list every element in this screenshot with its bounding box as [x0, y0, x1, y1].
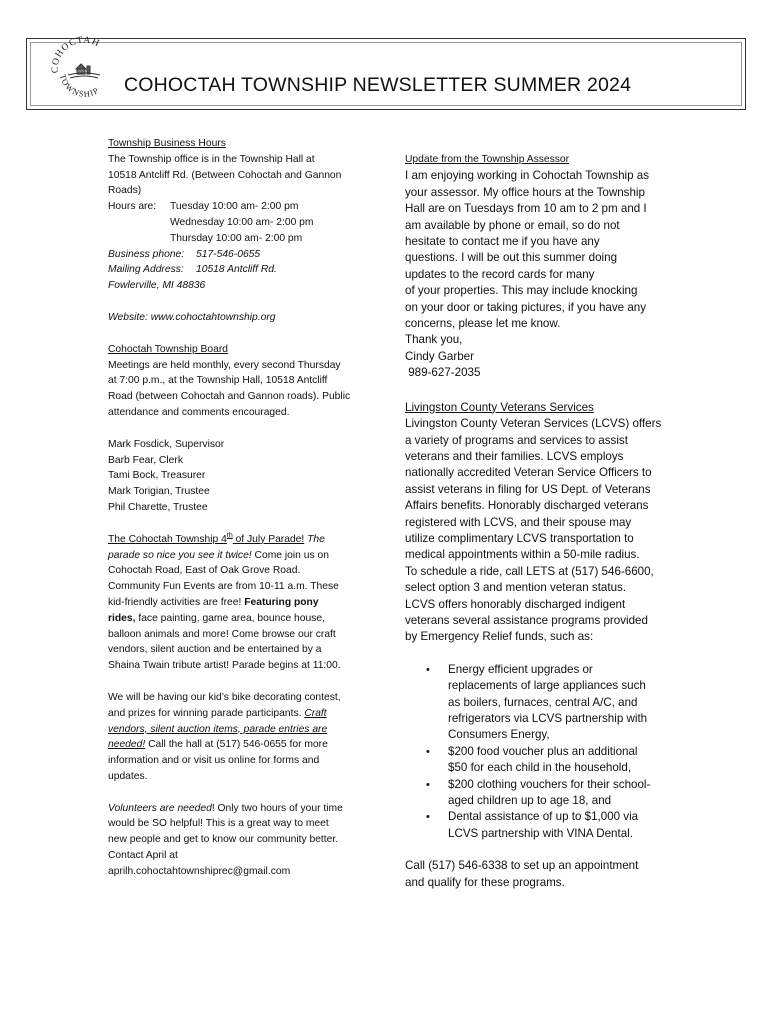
volunteers-heading: Volunteers are needed	[108, 802, 212, 814]
assessor-line: I am enjoying working in Cohoctah Township as	[405, 169, 650, 183]
list-item-line: aged children up to age 18, and	[448, 794, 612, 808]
veterans-line: LCVS offers honorably discharged indigent	[405, 597, 626, 611]
assessor-line: am available by phone or email, so do not	[405, 218, 620, 232]
veterans-line: by Emergency Relief funds, such as:	[405, 630, 594, 644]
bike-line: We will be having our kid’s bike decorating contest,	[108, 691, 341, 703]
township-logo	[50, 35, 118, 103]
business-phone-label: Business phone:	[108, 248, 185, 260]
list-item-line: Consumers Energy,	[448, 728, 550, 742]
bike-line: information and or visit us online for forms and	[108, 755, 320, 767]
veterans-line: utilize complimentary LCVS transportation to	[405, 531, 634, 545]
parade-line	[108, 611, 366, 627]
bike-text: Call the hall at (517) 546-0655 for more	[145, 739, 328, 751]
list-item	[405, 662, 667, 744]
bike-contest-section	[108, 690, 366, 785]
parade-heading-sup: th	[226, 532, 233, 540]
board-member: Mark Fosdick, Supervisor	[108, 438, 225, 450]
board-section	[108, 342, 366, 516]
vendors-needed-text: needed!	[108, 739, 146, 751]
office-location-line: Roads)	[108, 185, 142, 197]
list-item-line: Dental assistance of up to $1,000 via	[448, 810, 639, 824]
farm-icon	[68, 64, 100, 78]
list-item-line: Energy efficient upgrades or	[448, 662, 593, 676]
parade-text: Come join us on	[251, 549, 329, 561]
board-heading: Cohoctah Township Board	[108, 343, 229, 355]
list-item-line: replacements of large appliances such	[448, 679, 646, 693]
list-item	[405, 744, 667, 777]
hours-entry: Tuesday 10:00 am- 2:00 pm	[170, 201, 299, 213]
bike-text: and prizes for winning parade participants.	[108, 707, 305, 719]
parade-line	[108, 548, 366, 564]
mailing-city: Fowlerville, MI 48836	[108, 280, 206, 292]
assessor-line: Thank you,	[405, 333, 463, 347]
parade-line: Community Fun Events are from 10-11 a.m. These	[108, 581, 339, 593]
board-text-line: Meetings are held monthly, every second Thursday	[108, 359, 341, 371]
bike-line	[108, 737, 366, 753]
assessor-line: updates to the record cards for many	[405, 267, 595, 281]
mailing-address-row	[108, 262, 366, 278]
assessor-heading: Update from the Township Assessor	[405, 154, 570, 165]
mailing-address: 10518 Antcliff Rd.	[196, 264, 277, 276]
contact-email: aprilh.cohoctahtownshiprec@gmail.com	[108, 865, 291, 877]
veterans-line: a variety of programs and services to assist	[405, 433, 628, 447]
assessor-phone: 989-627-2035	[405, 366, 481, 380]
mailing-address-label: Mailing Address:	[108, 264, 184, 276]
assessor-line: your assessor. My office hours at the Township	[405, 185, 645, 199]
board-member: Phil Charette, Trustee	[108, 501, 208, 513]
parade-heading: The Cohoctah Township 4	[108, 533, 227, 545]
business-phone-row	[108, 247, 366, 263]
left-column	[108, 136, 366, 880]
veterans-line: registered with LCVS, and their spouse may	[405, 515, 632, 529]
hours-row	[108, 199, 366, 215]
assistance-list	[405, 662, 667, 842]
bike-line: updates.	[108, 770, 148, 782]
parade-highlight: Featuring pony	[244, 596, 319, 608]
parade-line	[108, 595, 366, 611]
parade-section	[108, 532, 366, 674]
veterans-line: medical appointments within a 50-mile radius.	[405, 548, 640, 562]
bullet-icon: •	[426, 745, 430, 758]
veterans-line: Livingston County Veteran Services (LCVS) offers	[405, 417, 662, 431]
veterans-section	[405, 400, 667, 891]
list-item-line: refrigerators via LCVS partnership with	[448, 712, 648, 725]
closing-line: Call (517) 546-6338 to set up an appointment	[405, 859, 639, 873]
office-location-line: 10518 Antcliff Rd. (Between Cohoctah and Gannon	[108, 169, 342, 181]
list-item-line: $200 clothing vouchers for their school-	[448, 777, 651, 791]
board-member: Barb Fear, Clerk	[108, 454, 183, 466]
list-item	[405, 809, 667, 842]
office-location-line: The Township office is in the Township Hall at	[108, 153, 315, 165]
parade-tagline: The	[304, 533, 325, 545]
volunteers-line: new people and get to know our community better.	[108, 834, 339, 846]
hours-label: Hours are:	[108, 201, 157, 213]
board-text-line: Road (between Cohoctah and Gannon roads). Public	[108, 391, 351, 403]
volunteers-line: Contact April at	[108, 850, 178, 862]
board-member: Tami Bock, Treasurer	[108, 470, 206, 482]
assessor-section	[405, 152, 667, 382]
list-item-line: $200 food voucher plus an additional	[448, 744, 638, 758]
business-hours-section	[108, 136, 366, 326]
volunteers-text: ! Only two hours of your time	[211, 802, 343, 814]
list-item	[405, 777, 667, 810]
bike-line	[108, 706, 366, 722]
parade-heading-end: of July Parade!	[232, 533, 305, 545]
logo-text-top: COHOCTAH	[50, 35, 102, 74]
vendors-needed-text: vendors, silent auction items, parade entries are	[108, 723, 328, 735]
veterans-line: assist veterans in filing for US Dept. of Veterans	[405, 482, 651, 496]
newsletter-title: COHOCTAH TOWNSHIP NEWSLETTER SUMMER 2024	[124, 74, 632, 96]
list-item-line: $50 for each child in the household,	[448, 761, 632, 775]
assessor-line: on your door or taking pictures, if you have any	[405, 300, 647, 314]
bullet-icon: •	[426, 663, 430, 676]
list-item-line: as boilers, furnaces, central A/C, and	[448, 695, 638, 709]
board-text-line: at 7:00 p.m., at the Township Hall, 10518 Antcliff	[108, 375, 328, 387]
volunteers-section	[108, 801, 366, 880]
bullet-icon: •	[426, 778, 430, 791]
parade-text: kid-friendly activities are free!	[108, 596, 245, 608]
assessor-line: questions. I will be out this summer doing	[405, 251, 618, 265]
closing-line: and qualify for these programs.	[405, 875, 565, 889]
board-member: Mark Torigian, Trustee	[108, 486, 210, 498]
parade-line: Shaina Twain tribute artist! Parade begins at 11:00.	[108, 660, 341, 672]
business-hours-heading: Township Business Hours	[108, 138, 226, 149]
veterans-line: select option 3 and mention veteran status.	[405, 581, 627, 595]
hours-entry: Wednesday 10:00 am- 2:00 pm	[170, 216, 314, 228]
assessor-line: hesitate to contact me if you have any	[405, 235, 600, 249]
parade-highlight: rides,	[108, 612, 136, 624]
bullet-icon: •	[426, 811, 430, 824]
business-phone: 517-546-0655	[196, 248, 261, 260]
website-line: Website: www.cohoctahtownship.org	[108, 311, 276, 323]
logo-text-bottom: TOWNSHIP	[57, 72, 101, 99]
hours-entry: Thursday 10:00 am- 2:00 pm	[170, 232, 303, 244]
volunteers-line: would be SO helpful! This is a great way to meet	[108, 818, 329, 830]
parade-line	[108, 532, 366, 548]
veterans-line: veterans several assistance programs provided	[405, 613, 648, 627]
right-column	[405, 152, 667, 891]
assessor-name: Cindy Garber	[405, 349, 474, 363]
veterans-line: Affairs benefits. Honorably discharged veterans	[405, 499, 649, 513]
volunteers-line	[108, 801, 366, 817]
board-text-line: attendance and comments encouraged.	[108, 406, 290, 418]
parade-text: face painting, game area, bounce house,	[135, 612, 325, 624]
veterans-heading: Livingston County Veterans Services	[405, 400, 594, 414]
veterans-line: nationally accredited Veteran Service Officers to	[405, 466, 652, 480]
assessor-line: of your properties. This may include knocking	[405, 284, 638, 298]
parade-tagline: parade so nice you see it twice!	[108, 549, 252, 561]
list-item-line: LCVS partnership with VINA Dental.	[448, 826, 633, 840]
parade-line: balloon animals and more! Come browse our craft	[108, 628, 336, 640]
assessor-line: Hall are on Tuesdays from 10 am to 2 pm and I	[405, 202, 647, 216]
parade-line: Cohoctah Road, East of Oak Grove Road.	[108, 565, 301, 577]
parade-line: vendors, silent auction and be entertained by a	[108, 644, 322, 656]
svg-text:COHOCTAH	[51, 35, 102, 73]
assessor-line: concerns, please let me know.	[405, 317, 561, 331]
vendors-needed-text: Craft	[304, 707, 327, 719]
veterans-line: To schedule a ride, call LETS at (517) 546-6600,	[405, 564, 654, 578]
veterans-line: veterans and their families. LCVS employs	[405, 449, 624, 463]
